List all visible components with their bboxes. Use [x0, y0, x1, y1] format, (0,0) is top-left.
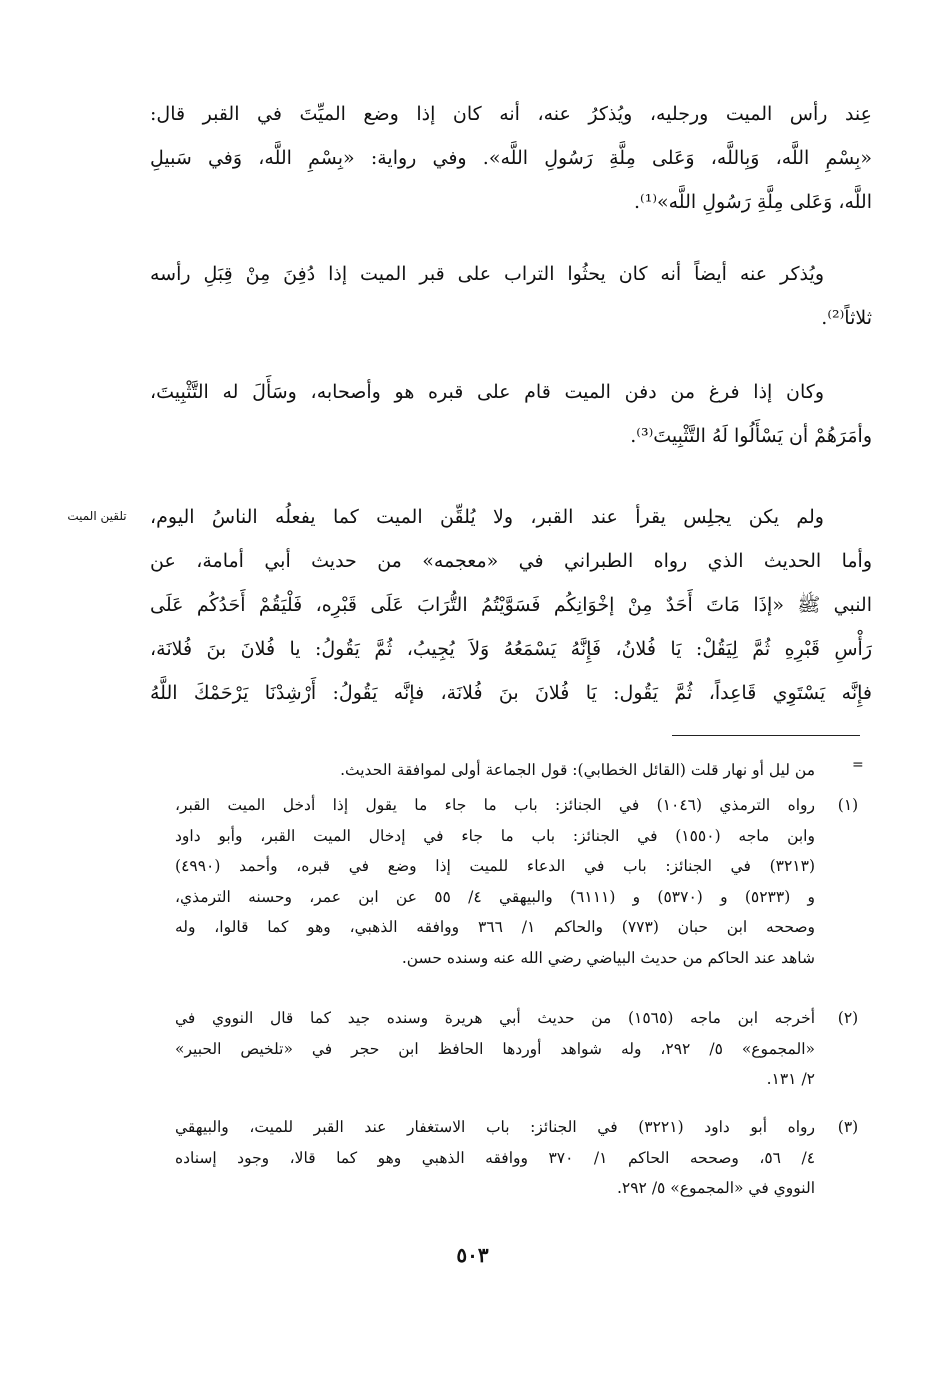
text-line: ولم يكن يجلِس يقرأ عند القبر، ولا يُلقِّن الميت كما يفعلُه الناسُ اليوم، [150, 506, 824, 528]
text-line: ويُذكر عنه أيضاً أنه كان يحثُوا التراب على قبر الميت إذا دُفِنَ مِنْ قِبَلِ رأسه [150, 263, 824, 285]
footnote-marker: (٣) [837, 1118, 859, 1136]
continuation-mark: = [852, 757, 864, 773]
footnote-line: شاهد عند الحاكم من حديث البياضي رضي الله عنه وسنده حسن. [401, 948, 815, 967]
footnote-line: ٤/ ٥٦، وصححه الحاكم ١/ ٣٧٠ ووافقه الذهبي وهو كما قالا، وجود إسناده [175, 1148, 816, 1167]
footnote-line: من ليل أو نهار قلت (القائل الخطابي): قول الجماعة أولى لموافقة الحديث. [340, 761, 815, 779]
footnote-line: النووي في «المجموع» ٥/ ٢٩٢. [616, 1179, 815, 1197]
footnote-2 [175, 1003, 815, 1095]
text-line: فإِنَّه يَسْتَوِي قَاعِداً، ثُمَّ يَقُول: يَا فُلانَ بنَ فُلانَة، فإنَّه يَقُولُ: أَرْشِدْنَا يَرْحَمْكَ اللَّهُ [150, 682, 872, 704]
margin-note: تلقين الميت [67, 509, 127, 523]
footnote-line: «المجموع» ٥/ ٢٩٢، وله شواهد أوردها الحافظ ابن حجر في «تلخيص الحبير» [175, 1039, 816, 1058]
footnote-line: وابن ماجه (١٥٥٠) في الجنائز: باب ما جاء في إدخال الميت القبر، وأبو داود [175, 826, 815, 845]
text-line: عِند رأس الميت ورجليه، ويُذكرُ عنه، أنه كان إذا وضع الميِّتَ في القبر قال: [150, 103, 872, 125]
footnote-1 [175, 790, 815, 973]
paragraph-4 [150, 495, 872, 715]
footnote-marker: (١) [837, 796, 859, 814]
page-number: ٥٠٣ [456, 1243, 489, 1267]
paragraph-3 [150, 370, 872, 458]
footnote-3 [175, 1112, 815, 1204]
footnote-line: و (٥٢٣٣) و (٥٣٧٠) و (٦١١١) والبيهقي ٤/ ٥٥ عن ابن عمر، وحسنه الترمذي، [175, 887, 815, 906]
footnote-separator [672, 735, 860, 736]
footnote-continuation [175, 755, 815, 786]
footnote-line: ٢/ ١٣١. [766, 1070, 815, 1088]
footnote-line: (٣٢١٣) في الجنائز: باب في الدعاء للميت إذا وضع في قبره، وأحمد (٤٩٩٠) [175, 857, 815, 875]
text-line: اللَّه، وَعَلى مِلَّةِ رَسُولِ اللَّه»⁽¹⁾. [633, 191, 872, 213]
text-line: وكان إذا فرغ من دفن الميت قام على قبره هو وأصحابه، وسَأَلَ له التَّثْبِيتَ، [150, 381, 824, 403]
text-line: رَأْسِ قَبْرِهِ ثُمَّ لِيَقُلْ: يَا فُلانُ، فَإِنَّهُ يَسْمَعُهُ وَلاَ يُجِيبُ، ثُمَّ يَقُولُ: يا فُلانَ بنَ فُلانَة، [150, 638, 872, 660]
footnote-line: أخرجه ابن ماجه (١٥٦٥) من حديث أبي هريرة وسنده جيد كما قال النووي في [175, 1009, 815, 1027]
text-line: ثلاثاً⁽²⁾. [821, 307, 872, 329]
text-line: وأمَرَهُمْ أن يَسْأَلُوا لَهُ التَّثْبِيتَ⁽³⁾. [630, 425, 872, 447]
footnote-line: رواه الترمذي (١٠٤٦) في الجنائز: باب ما جاء ما يقول إذا أدخل الميت القبر، [175, 796, 815, 814]
footnote-line: وصححه ابن حبان (٧٧٣) والحاكم ١/ ٣٦٦ ووافقه الذهبي، وهو كما قالوا، وله [175, 918, 815, 936]
text-line: النبي ﷺ «إذَا مَاتَ أَحَدٌ مِنْ إخْوَانِكُم فَسَوَّيْتُمُ التُّرَابَ عَلَى قَبْرِه، فَلْيَقُمْ أَحَدُكُم عَلَى [150, 594, 872, 616]
paragraph-2 [150, 252, 872, 340]
paragraph-1 [150, 92, 872, 224]
text-line: «بِسْمِ اللَّه، وَبِاللَّه، وَعَلى مِلَّةِ رَسُولِ اللَّه». وفي رواية: «بِسْمِ اللَّه، وَفي سَبيلِ [150, 147, 872, 169]
text-line: وأما الحديث الذي رواه الطبراني في «معجمه» من حديث أبي أمامة، عن [150, 550, 872, 572]
footnote-line: رواه أبو داود (٣٢٢١) في الجنائز: باب الاستغفار عند القبر للميت، والبيهقي [175, 1118, 816, 1136]
footnote-marker: (٢) [837, 1009, 859, 1027]
